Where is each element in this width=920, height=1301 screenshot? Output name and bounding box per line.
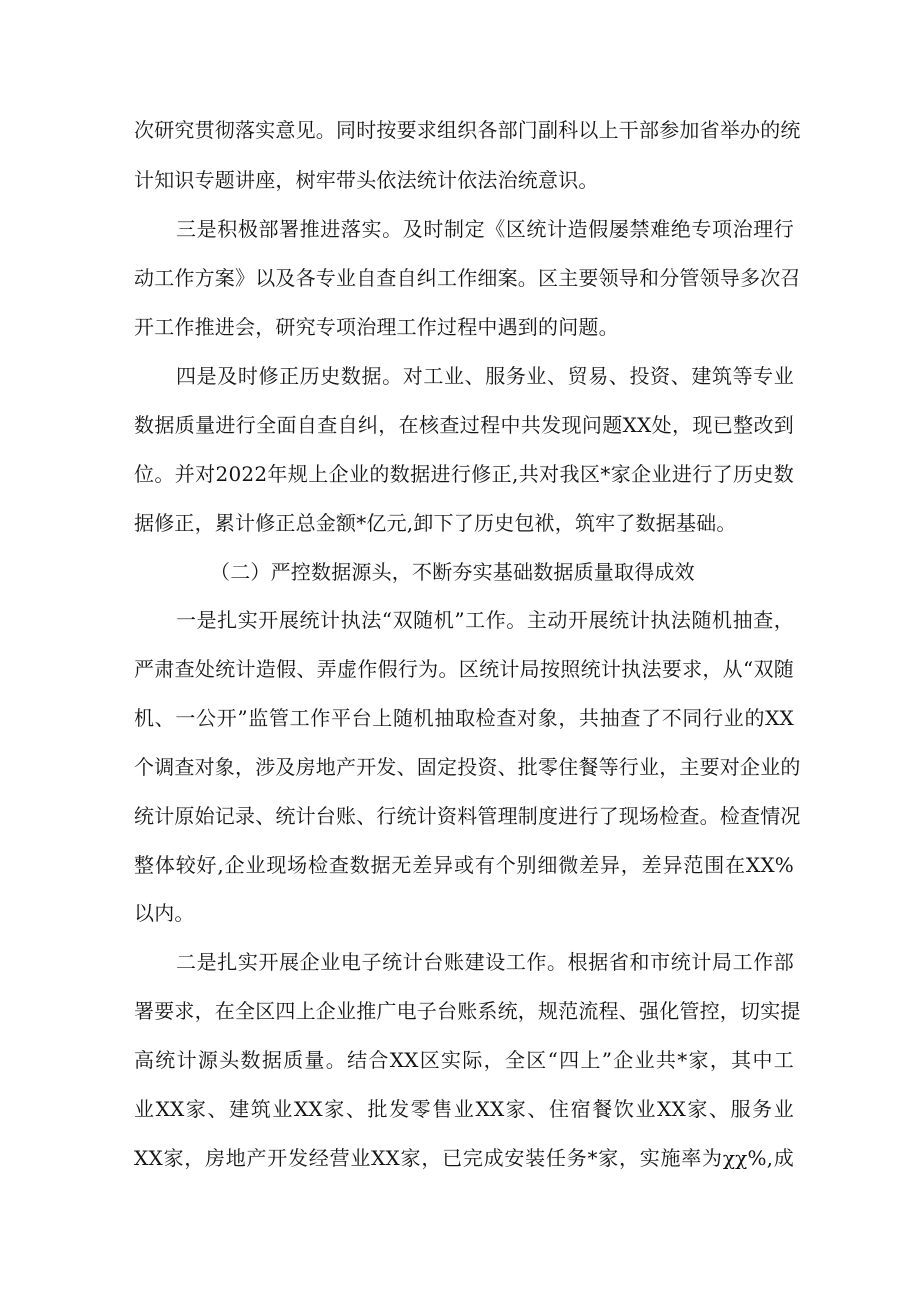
paragraph-start-line: 一是扎实开展统计执法“双随机”工作。主动开展统计执法随机抽查， [176,608,794,632]
text-line: 动工作方案》以及各专业自查自纠工作细案。区主要领导和分管领导多次召 [134,266,801,290]
text-line: 位。并对2022年规上企业的数据进行修正,共对我区*家企业进行了历史数 [134,462,794,486]
text-line: 计知识专题讲座，树牢带头依法统计依法治统意识。 [134,168,599,192]
text-line: 据修正，累计修正总金额*亿元,卸下了历史包袱，筑牢了数据基础。 [134,511,737,535]
text-line: 数据质量进行全面自查自纠，在核查过程中共发现问题XX处，现已整改到 [134,413,794,437]
paragraph-start-line: 三是积极部署推进落实。及时制定《区统计造假屡禁难绝专项治理行 [176,217,794,241]
text-line: 署要求，在全区四上企业推广电子台账系统，规范流程、强化管控，切实提 [134,999,801,1023]
text-line: 严肃查处统计造假、弄虚作假行为。区统计局按照统计执法要求，从“双随 [134,657,794,681]
text-line: 开工作推进会，研究专项治理工作过程中遇到的问题。 [134,315,619,339]
text-line: 高统计源头数据质量。结合XX区实际，全区“四上”企业共*家，其中工 [134,1048,794,1072]
text-line: 以内。 [134,901,195,925]
text-line: 机、一公开”监管工作平台上随机抽取检查对象，共抽查了不同行业的XX [134,706,794,730]
paragraph-start-line: 四是及时修正历史数据。对工业、服务业、贸易、投资、建筑等专业 [176,364,794,388]
text-line: 统计原始记录、统计台账、行统计资料管理制度进行了现场检查。检查情况 [134,804,801,828]
text-line: 业XX家、建筑业XX家、批发零售业XX家、住宿餐饮业XX家、服务业 [134,1097,794,1121]
text-line: XX家，房地产开发经营业XX家，已完成安装任务*家，实施率为χχ%,成 [134,1146,794,1170]
paragraph-start-line: 二是扎实开展企业电子统计台账建设工作。根据省和市统计局工作部 [176,950,794,974]
text-line: 次研究贯彻落实意见。同时按要求组织各部门副科以上干部参加省举办的统 [134,118,801,142]
section-heading: （二）严控数据源头，不断夯实基础数据质量取得成效 [210,560,695,584]
text-line: 整体较好,企业现场检查数据无差异或有个别细微差异，差异范围在XX% [134,853,794,877]
text-line: 个调查对象，涉及房地产开发、固定投资、批零住餐等行业，主要对企业的 [134,755,801,779]
